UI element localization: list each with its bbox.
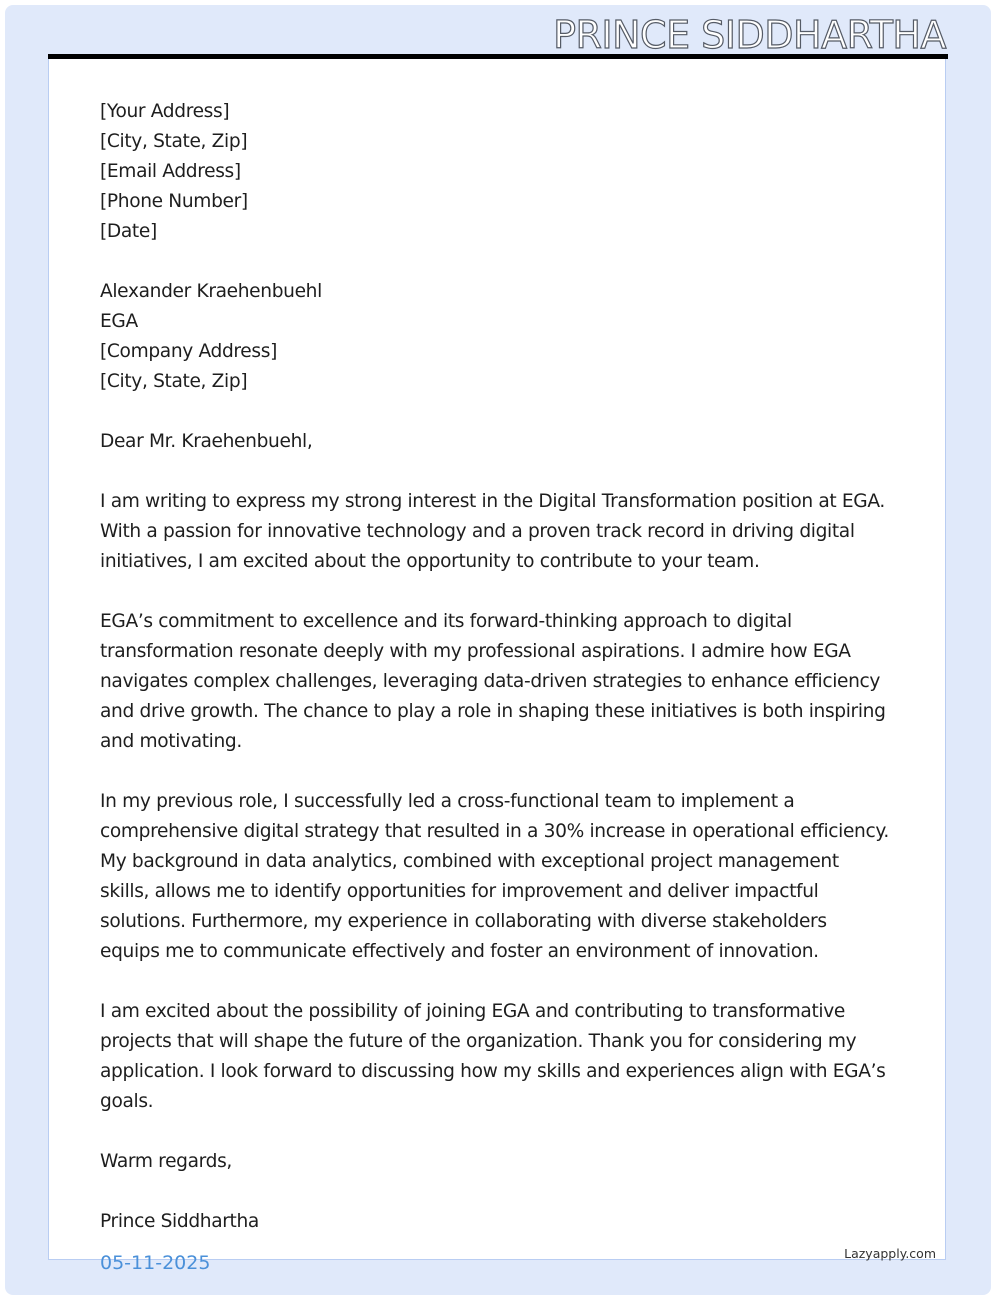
signature: Prince Siddhartha	[100, 1211, 259, 1232]
spacer	[100, 247, 900, 277]
spacer	[100, 457, 900, 487]
sender-email: [Email Address]	[100, 161, 241, 182]
salutation: Dear Mr. Kraehenbuehl,	[100, 431, 313, 452]
sender-address: [Your Address]	[100, 101, 230, 122]
letter-body	[100, 97, 900, 1237]
spacer	[100, 967, 900, 997]
spacer	[100, 397, 900, 427]
footer-date: 05-11-2025	[100, 1252, 211, 1274]
body-paragraph: I am excited about the possibility of joining EGA and contributing to transformative projects that will shape the future of the organization. Thank you for considering my application. I look forward to discussing how my skills and experiences align with EGA’s goals.	[100, 1001, 886, 1112]
sender-date: [Date]	[100, 221, 157, 242]
watermark-link[interactable]: Lazyapply.com	[844, 1246, 936, 1261]
closing: Warm regards,	[100, 1151, 232, 1172]
body-paragraph: EGA’s commitment to excellence and its forward-thinking approach to digital transformation resonate deeply with my professional aspirations. I admire how EGA navigates complex challenges, leveraging data-driven strategies to enhance efficiency and drive growth. The chance to play a role in shaping these initiatives is both inspiring and motivating.	[100, 611, 886, 752]
recipient-city-state-zip: [City, State, Zip]	[100, 371, 248, 392]
recipient-company: EGA	[100, 311, 138, 332]
sender-city-state-zip: [City, State, Zip]	[100, 131, 248, 152]
recipient-name: Alexander Kraehenbuehl	[100, 281, 322, 302]
header-name: PRINCE SIDDHARTHA	[553, 13, 946, 57]
spacer	[100, 577, 900, 607]
recipient-company-address: [Company Address]	[100, 341, 277, 362]
spacer	[100, 757, 900, 787]
body-paragraph: In my previous role, I successfully led a cross-functional team to implement a comprehensive digital strategy that resulted in a 30% increase in operational efficiency. My background in data analytics, combined with exceptional project management skills, allows me to identify opportunities for improvement and deliver impactful solutions. Furthermore, my experience in collaborating with diverse stakeholders equips me to communicate effectively and foster an environment of innovation.	[100, 791, 889, 962]
sender-phone: [Phone Number]	[100, 191, 248, 212]
body-paragraph: I am writing to express my strong interest in the Digital Transformation position at EGA. With a passion for innovative technology and a proven track record in driving digital initiatives, I am excited about the opportunity to contribute to your team.	[100, 491, 885, 572]
spacer	[100, 1117, 900, 1147]
spacer	[100, 1177, 900, 1207]
